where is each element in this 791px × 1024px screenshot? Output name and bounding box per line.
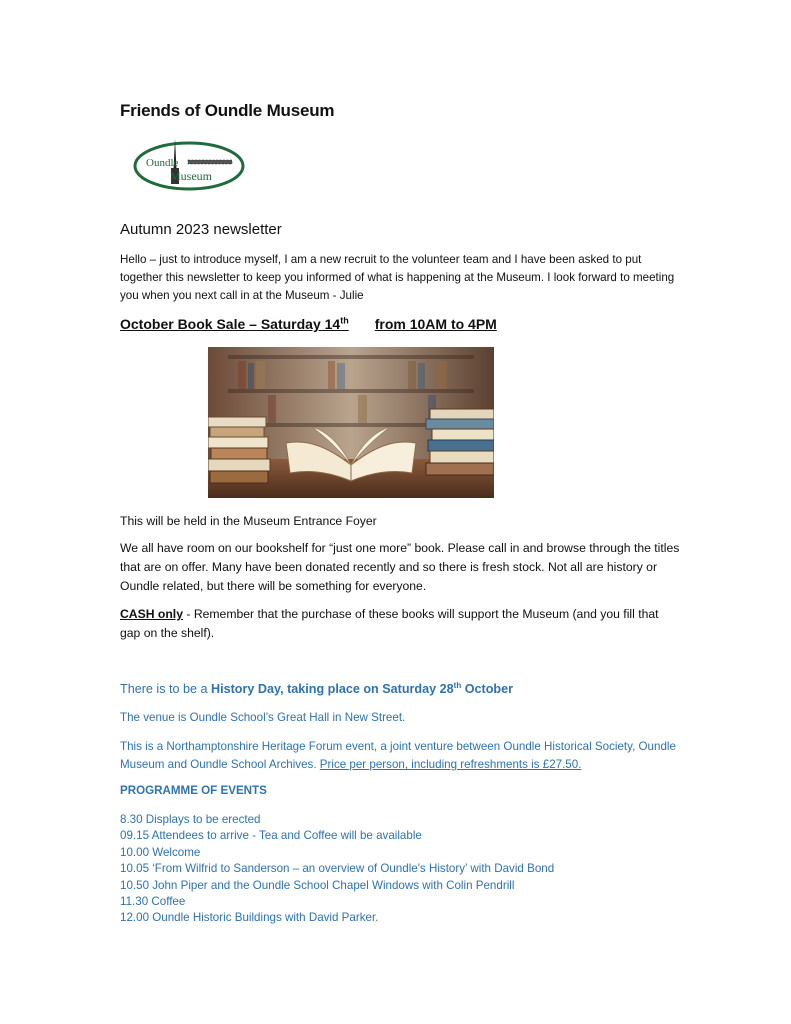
book-sale-heading	[120, 316, 497, 332]
book-sale-description: We all have room on our bookshelf for “just one more” book. Please call in and browse through the titles that are on offer. Many have been donated recently and so there is fresh stock. Not all are history or Oundle related, but there will be something for everyone.	[120, 541, 680, 593]
logo-text-line2: Museum	[170, 169, 212, 183]
programme-item: 8.30 Displays to be erected	[120, 813, 261, 826]
book-sale-cash-note	[120, 605, 680, 643]
oundle-museum-logo	[132, 136, 246, 192]
history-day-venue: The venue is Oundle School’s Great Hall in New Street.	[120, 711, 406, 724]
programme-item: 09.15 Attendees to arrive - Tea and Coffee will be available	[120, 829, 422, 843]
history-day-sup: th	[453, 680, 462, 690]
cash-only-label: CASH only	[120, 607, 183, 621]
history-day-date: History Day, taking place on Saturday 28	[211, 682, 454, 696]
programme-list	[120, 812, 554, 927]
programme-item: 11.30 Coffee	[120, 895, 186, 909]
book-sale-location: This will be held in the Museum Entrance Foyer	[120, 514, 377, 528]
book-stack-right	[426, 409, 494, 475]
intro-paragraph: Hello – just to introduce myself, I am a new recruit to the volunteer team and I have been asked to put together this newsletter to keep you informed of what is happening at the Museum. I look forward to meeting you when you next call in at the Museum - Julie	[120, 253, 675, 302]
book-sale-heading-main: October Book Sale – Saturday 14	[120, 316, 341, 332]
book-sale-time: from 10AM to 4PM	[374, 316, 497, 332]
open-book-library-photo	[208, 347, 494, 498]
logo-text-line1: Oundle	[146, 157, 179, 169]
cash-note-text: - Remember that the purchase of these books will support the Museum (and you fill that gap on the shelf).	[120, 607, 659, 640]
programme-item: 10.00 Welcome	[120, 845, 201, 859]
history-day-intro: There is to be a	[120, 682, 212, 696]
programme-item: 10.05 ‘From Wilfrid to Sanderson – an overview of Oundle's History’ with David Bond	[120, 862, 555, 876]
history-day-forum	[120, 738, 700, 774]
history-day-month: October	[461, 682, 514, 696]
newsletter-subtitle: Autumn 2023 newsletter	[120, 221, 282, 238]
forum-text: This is a Northamptonshire Heritage Forum event, a joint venture between Oundle Historical Society, Oundle Museum and Oundle School Archives.	[120, 740, 676, 771]
book-sale-heading-sup: th	[340, 315, 349, 326]
book-stack-left	[208, 417, 270, 483]
price-note: Price per person, including refreshments is £27.50.	[319, 758, 582, 771]
history-day-announcement	[120, 682, 513, 696]
programme-item: 12.00 Oundle Historic Buildings with David Parker.	[120, 911, 379, 925]
programme-heading: PROGRAMME OF EVENTS	[120, 784, 267, 797]
programme-item: 10.50 John Piper and the Oundle School Chapel Windows with Colin Pendrill	[120, 878, 515, 892]
newsletter-title: Friends of Oundle Museum	[120, 101, 335, 120]
